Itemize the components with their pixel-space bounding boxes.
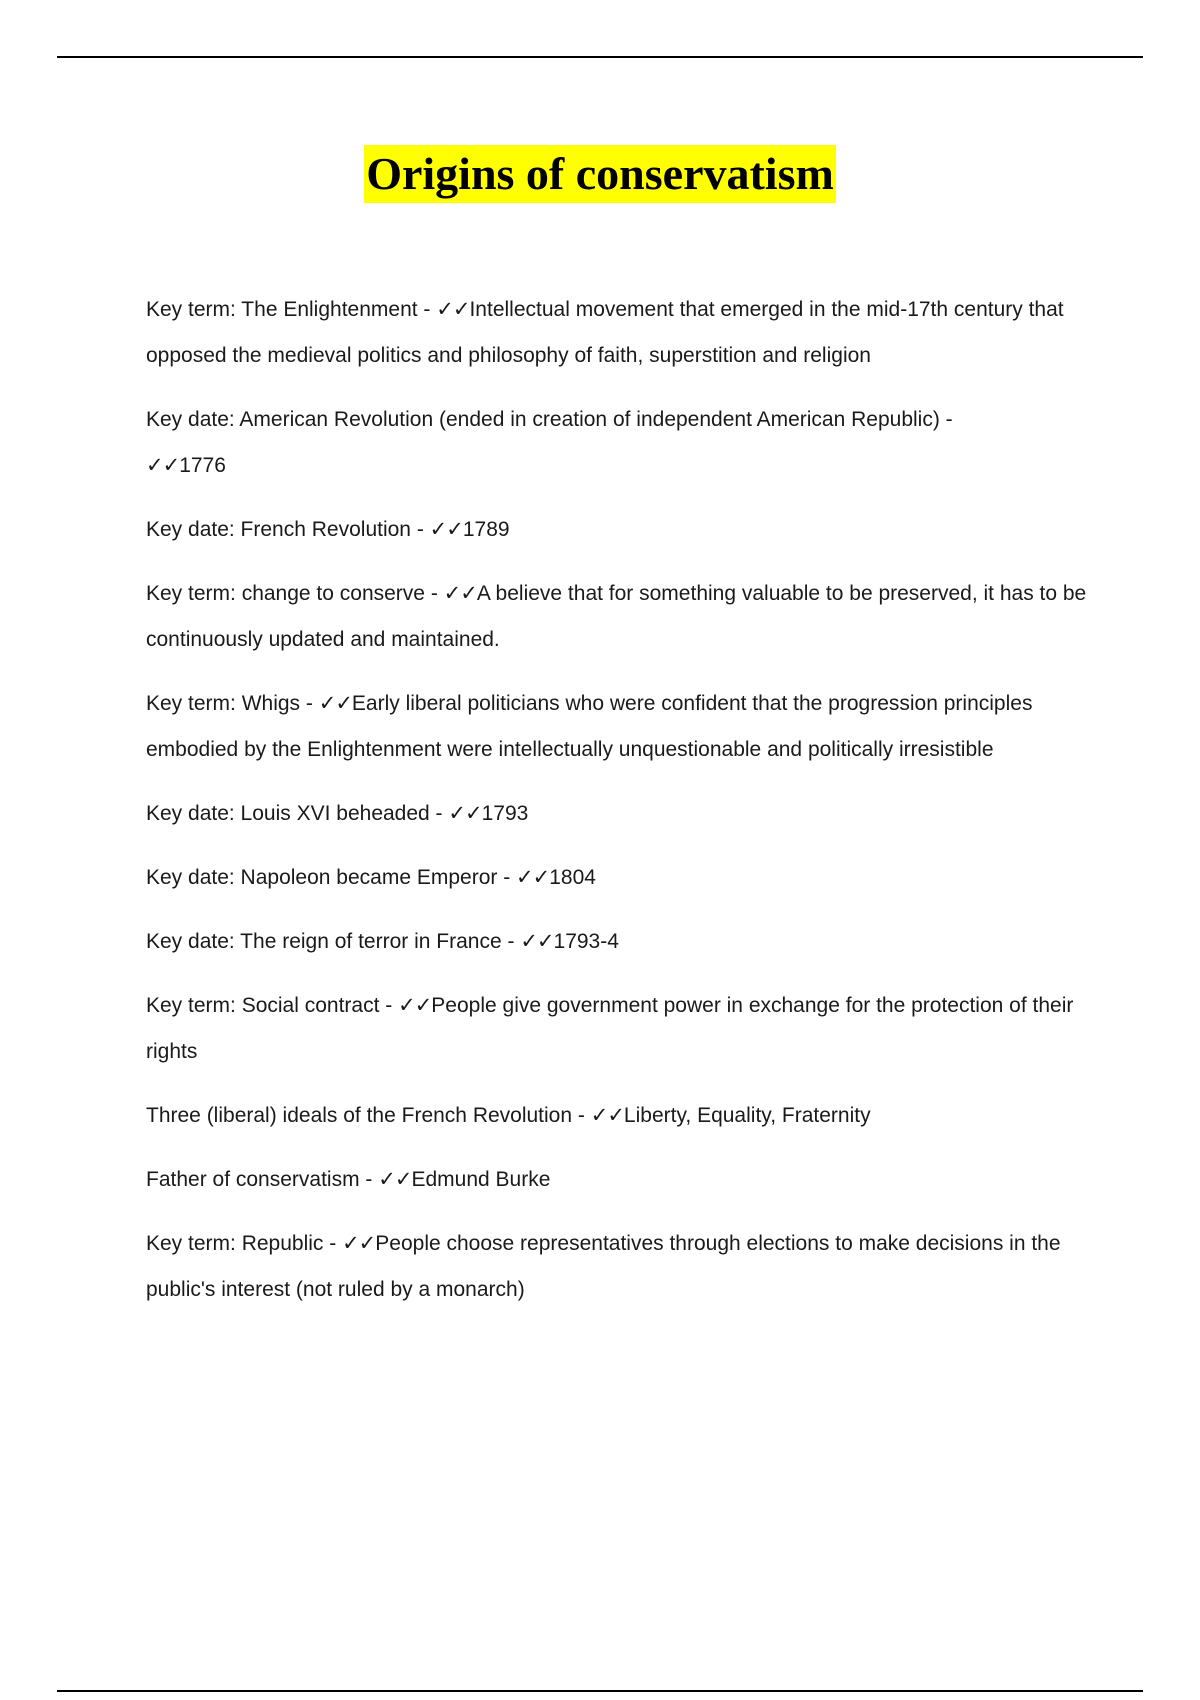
separator: -	[501, 930, 521, 953]
entry-answer: Intellectual movement that emerged in the mid-17th century that opposed the medieval politics and philosophy of faith, superstition and religion	[146, 298, 1064, 367]
separator: -	[429, 802, 449, 825]
separator: -	[300, 692, 319, 715]
entry-question: Father of conservatism	[146, 1168, 360, 1191]
entry-question: Key date: Napoleon became Emperor	[146, 866, 498, 889]
check-icon: ✓✓	[520, 930, 554, 953]
separator: -	[939, 408, 953, 431]
bottom-divider	[57, 1690, 1143, 1692]
entry-answer: 1776	[179, 454, 226, 477]
entries-list	[146, 287, 1096, 1331]
check-icon: ✓✓	[516, 866, 550, 889]
entry-question: Key term: Republic	[146, 1232, 324, 1255]
separator: -	[424, 582, 444, 605]
list-item	[146, 1157, 1096, 1203]
separator: -	[572, 1104, 591, 1127]
separator: -	[410, 518, 430, 541]
list-item	[146, 681, 1096, 773]
title-container	[0, 145, 1200, 203]
entry-answer: 1804	[549, 866, 596, 889]
check-icon: ✓✓	[448, 802, 482, 825]
check-icon: ✓✓	[342, 1232, 376, 1255]
entry-question: Key date: American Revolution (ended in creation of independent American Republic)	[146, 408, 940, 431]
entry-question: Key date: Louis XVI beheaded	[146, 802, 430, 825]
entry-question: Key term: Whigs	[146, 692, 301, 715]
check-icon: ✓✓	[398, 994, 432, 1017]
check-icon: ✓✓	[318, 692, 352, 715]
list-item	[146, 571, 1096, 663]
check-icon: ✓✓	[436, 298, 470, 321]
list-item	[146, 855, 1096, 901]
list-item	[146, 919, 1096, 965]
check-icon: ✓✓	[429, 518, 463, 541]
entry-question: Three (liberal) ideals of the French Revolution	[146, 1104, 573, 1127]
entry-answer: 1793	[481, 802, 529, 825]
entry-question: Key term: change to conserve	[146, 582, 425, 605]
check-icon: ✓✓	[378, 1168, 412, 1191]
entry-question: Key term: The Enlightenment	[146, 298, 418, 321]
entry-answer: A believe that for something valuable to be preserved, it has to be continuously updated and maintained.	[146, 582, 1087, 651]
separator: -	[323, 1232, 343, 1255]
entry-question: Key date: The reign of terror in France	[146, 930, 502, 953]
list-item	[146, 507, 1096, 553]
check-icon: ✓✓	[443, 582, 477, 605]
entry-question: Key term: Social contract	[146, 994, 380, 1017]
separator: -	[497, 866, 517, 889]
list-item	[146, 791, 1096, 837]
document-title: Origins of conservatism	[364, 145, 836, 203]
list-item	[146, 983, 1096, 1075]
entry-answer: Liberty, Equality, Fraternity	[623, 1104, 871, 1127]
entry-answer: People give government power in exchange for the protection of their rights	[146, 994, 1074, 1063]
entry-answer: 1789	[462, 518, 510, 541]
list-item	[146, 397, 1096, 489]
entry-answer: Early liberal politicians who were confident that the progression principles embodied by the Enlightenment were intellectually unquestionable and politically irresistible	[146, 692, 1033, 761]
list-item	[146, 287, 1096, 379]
list-item	[146, 1221, 1096, 1313]
entry-answer: 1793-4	[553, 930, 619, 953]
check-icon: ✓✓	[146, 454, 180, 477]
entry-question: Key date: French Revolution	[146, 518, 411, 541]
separator: -	[379, 994, 399, 1017]
entry-answer: Edmund Burke	[411, 1168, 551, 1191]
top-divider	[57, 56, 1143, 58]
entry-answer: People choose representatives through elections to make decisions in the public's interest (not ruled by a monarch)	[146, 1232, 1061, 1301]
separator: -	[417, 298, 437, 321]
separator: -	[359, 1168, 379, 1191]
check-icon: ✓✓	[590, 1104, 624, 1127]
list-item	[146, 1093, 1096, 1139]
